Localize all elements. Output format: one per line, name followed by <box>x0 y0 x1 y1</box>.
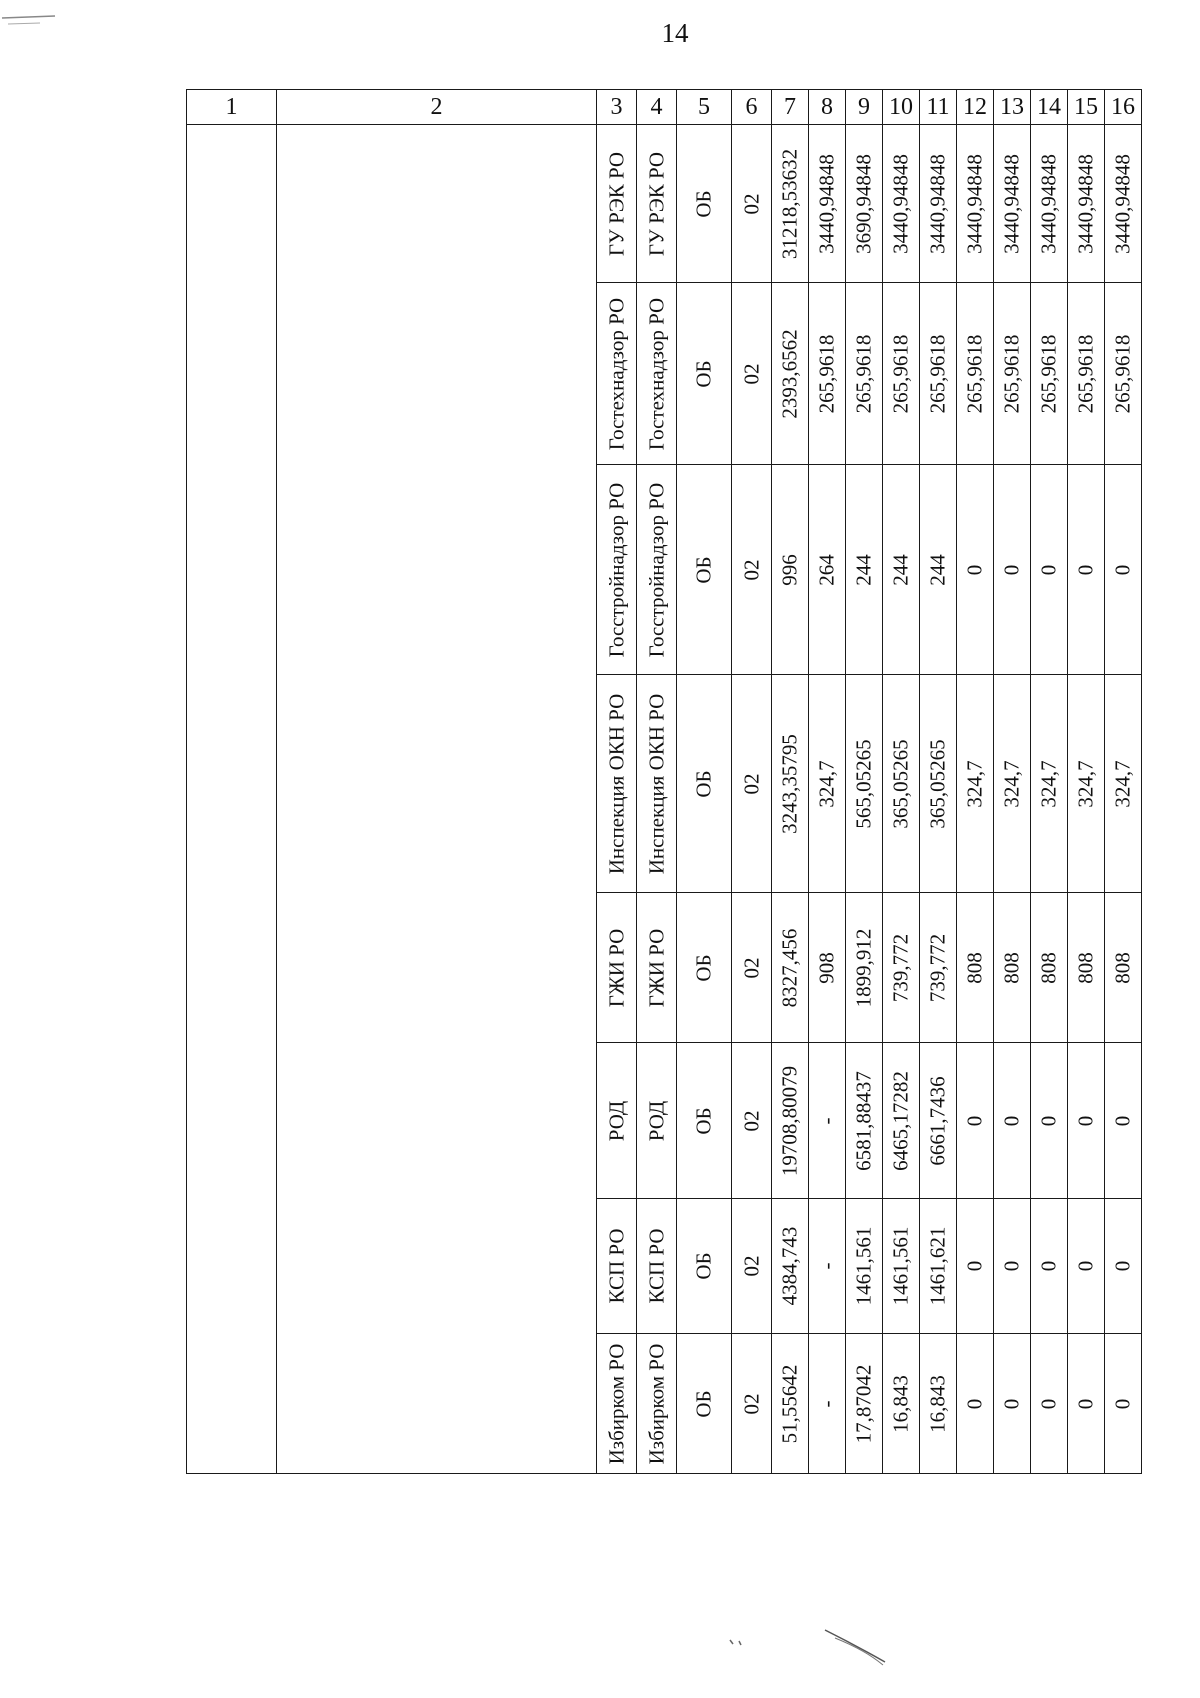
cell-text: ОБ <box>691 769 716 798</box>
cell-text: 3440,94848 <box>1036 153 1061 254</box>
cell-text: 0 <box>1036 1260 1061 1272</box>
cell-text: ОБ <box>691 189 716 218</box>
cell-text: ОБ <box>691 1252 716 1280</box>
column-number-cell: 15 <box>1068 90 1105 125</box>
table-cell <box>846 1199 883 1334</box>
column-number-cell: 12 <box>957 90 994 125</box>
column-number-cell: 5 <box>677 90 732 125</box>
table-cell <box>994 893 1031 1043</box>
table-cell <box>677 1334 732 1474</box>
table-cell <box>920 675 957 893</box>
cell-text: Гостехнадзор РО <box>604 297 628 450</box>
table-cell <box>772 1043 809 1199</box>
column-number-cell: 4 <box>637 90 677 125</box>
table-cell <box>809 1043 846 1199</box>
cell-text: 0 <box>1073 1115 1098 1126</box>
cell-text: 0 <box>999 1260 1024 1272</box>
cell-text: ГУ РЭК РО <box>604 151 628 256</box>
cell-text: 6661,7436 <box>925 1075 950 1166</box>
table-cell <box>1068 125 1105 283</box>
table-cell <box>809 1334 846 1474</box>
cell-text: 16,843 <box>888 1374 913 1433</box>
table-cell <box>1068 893 1105 1043</box>
table-cell <box>994 1334 1031 1474</box>
cell-text: 265,9618 <box>962 334 987 413</box>
cell-text: Гостехнадзор РО <box>644 297 668 450</box>
cell-text: 739,772 <box>925 933 950 1002</box>
table-cell <box>957 675 994 893</box>
cell-text: Инспекция ОКН РО <box>604 693 628 874</box>
table-cell <box>637 125 677 283</box>
cell-text: 808 <box>962 951 987 984</box>
cell-text: 02 <box>739 1393 763 1414</box>
table-cell <box>677 125 732 283</box>
table-cell <box>994 125 1031 283</box>
table-cell <box>994 283 1031 465</box>
table-cell <box>597 1334 637 1474</box>
table-cell <box>677 465 732 675</box>
table-cell <box>883 893 920 1043</box>
cell-text: 324,7 <box>999 759 1024 808</box>
table-cell <box>597 1199 637 1334</box>
table-cell <box>883 1043 920 1199</box>
table-cell <box>846 1043 883 1199</box>
cell-text: 0 <box>1073 1398 1098 1409</box>
table-cell <box>846 675 883 893</box>
cell-text: КСП РО <box>604 1228 628 1304</box>
table-cell <box>809 1199 846 1334</box>
cell-text: 565,05265 <box>851 738 876 829</box>
column-number-cell: 10 <box>883 90 920 125</box>
table-cell <box>920 283 957 465</box>
table-cell <box>1105 1043 1142 1199</box>
table-cell <box>1105 283 1142 465</box>
table-cell <box>1068 1334 1105 1474</box>
table-cell <box>809 893 846 1043</box>
table-cell <box>957 283 994 465</box>
cell-text: 3440,94848 <box>962 153 987 254</box>
table-cell <box>1031 1199 1068 1334</box>
cell-text: ГУ РЭК РО <box>644 151 668 256</box>
column-number-cell: 2 <box>277 90 597 125</box>
table-cell <box>677 283 732 465</box>
table-cell <box>846 893 883 1043</box>
table-row <box>187 125 1142 283</box>
table-cell <box>883 465 920 675</box>
cell-text: 1461,621 <box>925 1226 950 1306</box>
cell-text: 0 <box>962 1115 987 1126</box>
table-cell <box>732 283 772 465</box>
col1-empty-cell <box>187 125 277 1474</box>
cell-text: 1461,561 <box>888 1226 913 1306</box>
cell-text: 0 <box>1110 1398 1135 1409</box>
table-cell <box>920 465 957 675</box>
table-cell <box>637 1334 677 1474</box>
table-cell <box>732 465 772 675</box>
table-cell <box>677 893 732 1043</box>
table-cell <box>677 1199 732 1334</box>
table-cell <box>597 283 637 465</box>
cell-text: 0 <box>1110 1115 1135 1126</box>
cell-text: 3440,94848 <box>1110 153 1135 254</box>
cell-text: 996 <box>777 553 802 586</box>
table-cell <box>772 283 809 465</box>
table-cell <box>846 465 883 675</box>
cell-text: Избирком РО <box>604 1343 628 1464</box>
table-cell <box>957 893 994 1043</box>
cell-text: 244 <box>851 553 876 586</box>
cell-text: ОБ <box>691 359 716 388</box>
table-cell <box>1068 1043 1105 1199</box>
cell-text: 808 <box>999 951 1024 984</box>
cell-text: 1461,561 <box>851 1226 876 1306</box>
table-cell <box>883 125 920 283</box>
table-cell <box>809 675 846 893</box>
cell-text: 02 <box>739 1110 763 1131</box>
table-cell <box>1068 283 1105 465</box>
column-number-cell: 8 <box>809 90 846 125</box>
table-cell <box>920 1334 957 1474</box>
table-cell <box>846 125 883 283</box>
table-cell <box>1068 1199 1105 1334</box>
cell-text: - <box>814 1117 839 1124</box>
cell-text: 0 <box>962 1398 987 1409</box>
table-cell <box>994 1199 1031 1334</box>
cell-text: 02 <box>739 193 763 214</box>
column-number-cell: 1 <box>187 90 277 125</box>
cell-text: 0 <box>999 1398 1024 1409</box>
cell-text: ГЖИ РО <box>604 928 628 1007</box>
table-cell <box>1105 1334 1142 1474</box>
table-cell <box>1105 675 1142 893</box>
table-cell <box>1031 675 1068 893</box>
table-cell <box>1031 1334 1068 1474</box>
budget-table <box>186 89 1142 1474</box>
cell-text: 365,05265 <box>925 738 950 829</box>
cell-text: 16,843 <box>925 1374 950 1433</box>
column-number-cell: 11 <box>920 90 957 125</box>
cell-text: ОБ <box>691 555 716 584</box>
cell-text: 3440,94848 <box>1073 153 1098 254</box>
cell-text: 365,05265 <box>888 738 913 829</box>
table-cell <box>1068 465 1105 675</box>
table-cell <box>637 283 677 465</box>
cell-text: 3440,94848 <box>925 153 950 254</box>
cell-text: 0 <box>999 564 1024 575</box>
table-cell <box>883 675 920 893</box>
cell-text: 0 <box>1036 1398 1061 1409</box>
cell-text: 265,9618 <box>999 334 1024 413</box>
cell-text: 0 <box>1110 1260 1135 1272</box>
cell-text: 265,9618 <box>814 334 839 413</box>
cell-text: 3440,94848 <box>888 153 913 254</box>
table-cell <box>637 1199 677 1334</box>
table-cell <box>637 893 677 1043</box>
table-cell <box>772 675 809 893</box>
scan-mark-top-left <box>0 10 70 30</box>
table-cell <box>1031 283 1068 465</box>
cell-text: 808 <box>1110 951 1135 984</box>
cell-text: 02 <box>739 957 763 978</box>
column-number-cell: 9 <box>846 90 883 125</box>
cell-text: 265,9618 <box>851 334 876 413</box>
table-cell <box>732 125 772 283</box>
cell-text: 0 <box>1073 564 1098 575</box>
cell-text: Госстройнадзор РО <box>644 482 668 657</box>
table-cell <box>809 283 846 465</box>
table-cell <box>994 675 1031 893</box>
column-number-row <box>187 90 1142 125</box>
cell-text: 244 <box>888 553 913 586</box>
table-cell <box>957 125 994 283</box>
cell-text: ГЖИ РО <box>644 928 668 1007</box>
cell-text: 808 <box>1036 951 1061 984</box>
cell-text: 265,9618 <box>1073 334 1098 413</box>
table-cell <box>883 283 920 465</box>
page-number: 14 <box>661 18 689 48</box>
cell-text: 324,7 <box>1073 759 1098 808</box>
cell-text: Инспекция ОКН РО <box>644 693 668 874</box>
table-cell <box>772 1199 809 1334</box>
cell-text: 51,55642 <box>777 1364 802 1443</box>
cell-text: 739,772 <box>888 933 913 1002</box>
table-cell <box>920 125 957 283</box>
cell-text: 244 <box>925 553 950 586</box>
cell-text: 0 <box>999 1115 1024 1126</box>
cell-text: РОД <box>604 1100 628 1141</box>
cell-text: 0 <box>1073 1260 1098 1272</box>
table-cell <box>1105 1199 1142 1334</box>
table-cell <box>994 465 1031 675</box>
cell-text: КСП РО <box>644 1228 668 1304</box>
col2-empty-cell <box>277 125 597 1474</box>
table-cell <box>772 1334 809 1474</box>
cell-text: 31218,53632 <box>777 148 802 259</box>
table-cell <box>920 1199 957 1334</box>
table-cell <box>677 675 732 893</box>
cell-text: РОД <box>644 1100 668 1141</box>
table-cell <box>772 465 809 675</box>
column-number-cell: 16 <box>1105 90 1142 125</box>
table-cell <box>732 1043 772 1199</box>
column-number-cell: 7 <box>772 90 809 125</box>
cell-text: ОБ <box>691 1106 716 1135</box>
cell-text: 2393,6562 <box>777 328 802 419</box>
cell-text: 02 <box>739 1255 763 1277</box>
cell-text: 808 <box>1073 951 1098 984</box>
table-cell <box>957 465 994 675</box>
table-cell <box>732 893 772 1043</box>
table-cell <box>1105 125 1142 283</box>
table-cell <box>994 1043 1031 1199</box>
table-cell <box>1105 465 1142 675</box>
table-cell <box>772 125 809 283</box>
cell-text: 264 <box>814 553 839 586</box>
cell-text: 3440,94848 <box>814 153 839 254</box>
table-cell <box>957 1199 994 1334</box>
table-cell <box>732 675 772 893</box>
column-number-cell: 13 <box>994 90 1031 125</box>
table-cell <box>772 893 809 1043</box>
cell-text: 1899,912 <box>851 928 876 1007</box>
cell-text: Избирком РО <box>644 1343 668 1464</box>
cell-text: 3440,94848 <box>999 153 1024 254</box>
table-cell <box>1031 1043 1068 1199</box>
cell-text: 324,7 <box>1110 759 1135 808</box>
table-cell <box>597 675 637 893</box>
table-cell <box>1031 465 1068 675</box>
table-cell <box>809 125 846 283</box>
table-cell <box>637 465 677 675</box>
table-cell <box>846 1334 883 1474</box>
column-number-cell: 14 <box>1031 90 1068 125</box>
table-cell <box>957 1043 994 1199</box>
cell-text: 17,87042 <box>851 1364 876 1443</box>
table-cell <box>846 283 883 465</box>
table-cell <box>920 1043 957 1199</box>
cell-text: 4384,743 <box>777 1226 802 1306</box>
column-number-cell: 6 <box>732 90 772 125</box>
table-cell <box>883 1334 920 1474</box>
cell-text: 908 <box>814 951 839 984</box>
cell-text: - <box>814 1400 839 1407</box>
table-cell <box>1105 893 1142 1043</box>
cell-text: 3690,94848 <box>851 153 876 254</box>
cell-text: 8327,456 <box>777 928 802 1007</box>
cell-text: 265,9618 <box>925 334 950 413</box>
cell-text: ОБ <box>691 1389 716 1418</box>
cell-text: 265,9618 <box>1110 334 1135 413</box>
table-cell <box>597 893 637 1043</box>
table-cell <box>732 1199 772 1334</box>
cell-text: 0 <box>1036 564 1061 575</box>
cell-text: 02 <box>739 363 763 384</box>
table-cell <box>637 675 677 893</box>
column-number-cell: 3 <box>597 90 637 125</box>
table-cell <box>809 465 846 675</box>
cell-text: 02 <box>739 559 763 580</box>
cell-text: 6581,88437 <box>851 1070 876 1171</box>
cell-text: ОБ <box>691 953 716 982</box>
cell-text: Госстройнадзор РО <box>604 482 628 657</box>
cell-text: 19708,80079 <box>777 1065 802 1176</box>
table-cell <box>597 125 637 283</box>
cell-text: 0 <box>962 1260 987 1272</box>
cell-text: - <box>814 1262 839 1270</box>
cell-text: 0 <box>962 564 987 575</box>
table-cell <box>920 893 957 1043</box>
cell-text: 265,9618 <box>888 334 913 413</box>
table-cell <box>637 1043 677 1199</box>
table-cell <box>883 1199 920 1334</box>
cell-text: 6465,17282 <box>888 1070 913 1171</box>
table-cell <box>597 465 637 675</box>
table-cell <box>957 1334 994 1474</box>
table-cell <box>1031 893 1068 1043</box>
cell-text: 324,7 <box>1036 759 1061 808</box>
cell-text: 324,7 <box>962 759 987 808</box>
cell-text: 265,9618 <box>1036 334 1061 413</box>
cell-text: 0 <box>1110 564 1135 575</box>
cell-text: 02 <box>739 773 763 794</box>
scan-mark-bottom <box>705 1610 935 1680</box>
table-cell <box>1031 125 1068 283</box>
cell-text: 3243,35795 <box>777 733 802 834</box>
table-cell <box>597 1043 637 1199</box>
cell-text: 324,7 <box>814 759 839 808</box>
table-cell <box>1068 675 1105 893</box>
table-cell <box>732 1334 772 1474</box>
table-cell <box>677 1043 732 1199</box>
cell-text: 0 <box>1036 1115 1061 1126</box>
